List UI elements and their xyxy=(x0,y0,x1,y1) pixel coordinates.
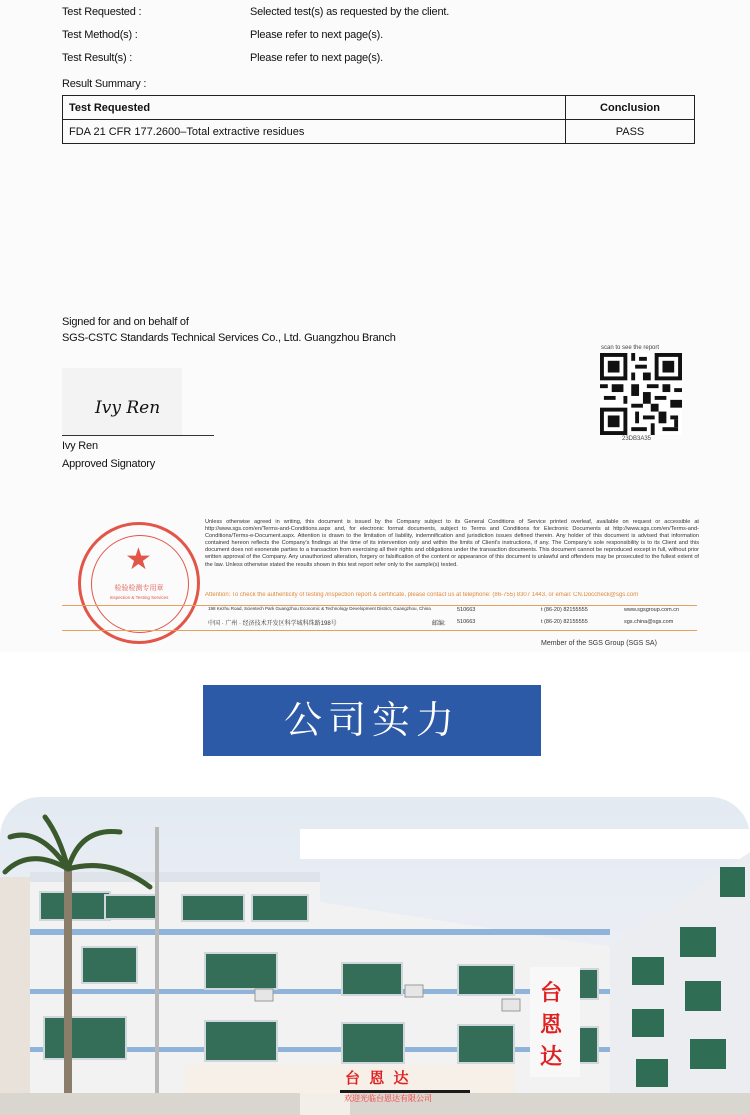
telephone-english: t (86-20) 82155555 xyxy=(541,607,588,613)
company-building-photo xyxy=(0,797,750,1115)
value-test-requested: Selected test(s) as requested by the client. xyxy=(250,6,450,18)
signatory-role: Approved Signatory xyxy=(62,458,156,470)
authenticity-attention: Attention: To check the authenticity of testing /inspection report & certificate, please contact us at telephone: (86-755) 8307 1443, or email: CN.Doccheck@sgs.com xyxy=(205,592,639,598)
telephone-chinese: t (86-20) 82155555 xyxy=(541,619,588,625)
signed-company-line: SGS-CSTC Standards Technical Services Co., Ltd. Guangzhou Branch xyxy=(62,332,396,344)
terms-disclaimer: Unless otherwise agreed in writing, this document is issued by the Company subject to its General Conditions of Service printed overleaf, available on request or accessible at http://www.sgs.com/en/Terms-and-Conditions.aspx and, for electronic format documents, subject to Terms and Conditions for Electronic Documents at http://www.sgs.com/en/Terms-and-Conditions/Terms-e-Document.aspx. Attention is drawn to the limitation of liability, indemnification and jurisdiction issues defined therein. Any holder of this document is advised that information contained hereon reflects the Company's findings at the time of its intervention only and within the limits of Client's instructions, if any. The Company's sole responsibility is to its Client and this document does not exonerate parties to a transaction from exercising all their rights and obligations under the transaction documents. This document cannot be reproduced except in full, without prior written approval of the Company. Any unauthorized alteration, forgery or falsification of the content or appearance of this document is unlawful and offenders may be prosecuted to the fullest extent of the law. Unless otherwise stated the results shown in this test report refer only to the sample(s) tested. xyxy=(205,519,699,568)
signature-line xyxy=(62,435,214,436)
seal-star-icon: ★ xyxy=(125,543,152,576)
header-test-requested: Test Requested xyxy=(63,96,566,120)
email-address: sgs.china@sgs.com xyxy=(624,619,674,625)
vertical-company-sign xyxy=(540,977,562,1073)
company-strength-banner: 公司实力 xyxy=(203,685,541,756)
signatory-name: Ivy Ren xyxy=(62,440,98,452)
label-test-requested: Test Requested : xyxy=(62,6,142,18)
result-summary-title: Result Summary : xyxy=(62,78,147,90)
handwritten-signature: Ivy Ren xyxy=(95,398,161,418)
sign-char-2: 恩 xyxy=(540,1012,563,1038)
qr-code-number: 23DB3A35 xyxy=(622,436,652,442)
cell-conclusion: PASS xyxy=(566,120,695,144)
seal-center-cn: 检验检测专用章 xyxy=(114,585,164,592)
result-summary-table xyxy=(62,95,695,144)
signed-behalf-line: Signed for and on behalf of xyxy=(62,316,189,328)
website: www.sgsgroup.com.cn xyxy=(624,607,680,613)
value-test-results: Please refer to next page(s). xyxy=(250,52,383,64)
value-test-methods: Please refer to next page(s). xyxy=(250,29,383,41)
sign-char-1: 台 xyxy=(540,980,563,1006)
seal-center-en: Inspection & Testing Services xyxy=(109,595,169,600)
table-row xyxy=(63,120,695,144)
postcode-english: 510663 xyxy=(457,607,476,613)
entrance-company-sign: 台 恩 达 xyxy=(345,1069,411,1087)
postcode-chinese: 510663 xyxy=(457,619,476,625)
postcode-chinese-label: 邮编: xyxy=(432,621,446,627)
official-seal-stamp xyxy=(78,522,200,644)
cell-test: FDA 21 CFR 177.2600–Total extractive residues xyxy=(63,120,566,144)
qr-code-icon xyxy=(600,353,682,435)
address-bottom-rule xyxy=(62,630,697,631)
led-welcome-sign: 欢迎光临台恩达有限公司 xyxy=(344,1094,432,1103)
label-test-results: Test Result(s) : xyxy=(62,52,133,64)
address-english: 198 Kezhu Road, Scientech Park Guangzhou Economic & Technology Development District, Guangzhou, China xyxy=(208,606,431,611)
label-test-methods: Test Method(s) : xyxy=(62,29,138,41)
header-conclusion: Conclusion xyxy=(566,96,695,120)
sgs-member-line: Member of the SGS Group (SGS SA) xyxy=(541,640,657,647)
table-header-row xyxy=(63,96,695,120)
sign-char-3: 达 xyxy=(540,1044,563,1070)
qr-caption: scan to see the report xyxy=(601,345,660,351)
address-chinese: 中国 · 广州 · 经济技术开发区科学城科珠路198号 xyxy=(208,621,337,627)
